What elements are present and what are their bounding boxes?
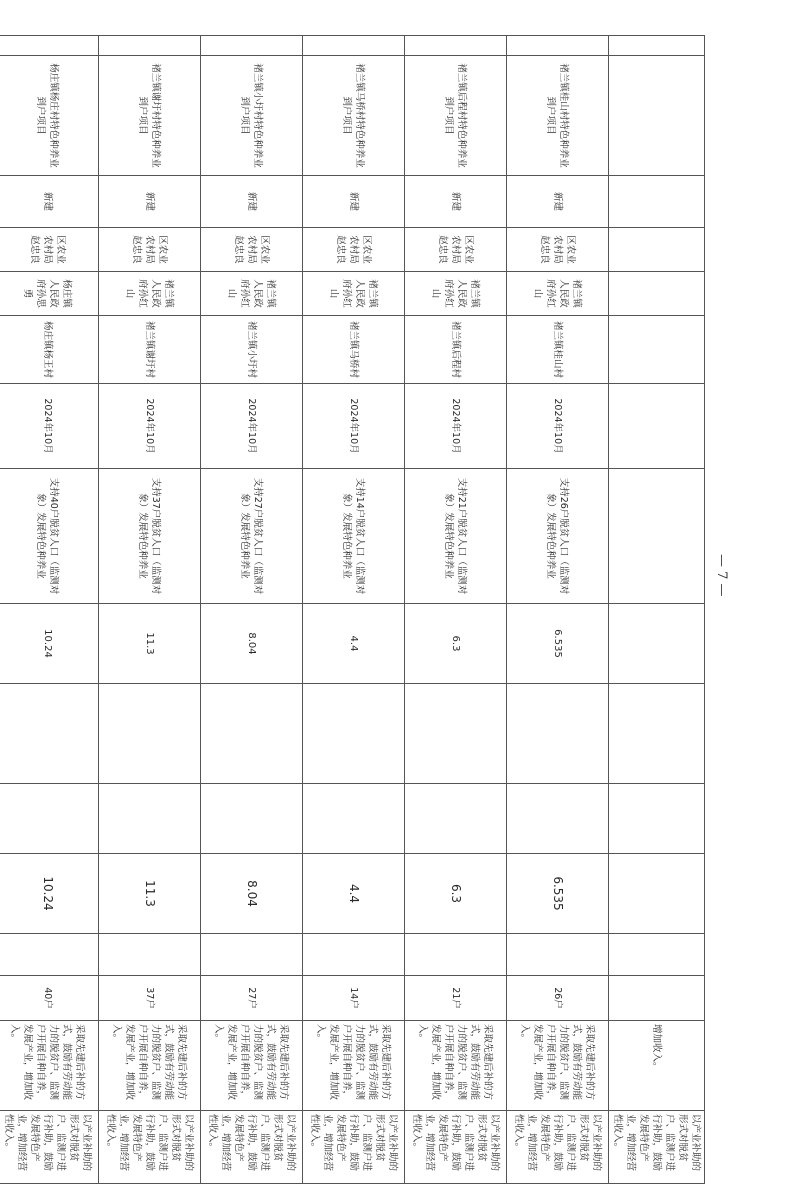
cell-households: 14户 (303, 976, 405, 1021)
cell-content: 支持14户脱贫人口（监测对象）发展特色种养业 (303, 469, 405, 604)
cell-supervisor: 区农业农村局赵忠良 (507, 228, 609, 272)
cell-households: 40户 (0, 976, 99, 1021)
cell-project-name: 褚兰镇马桥村特色种养业到户项目 (303, 56, 405, 176)
continuation-row (609, 36, 705, 1184)
cell-leader: 褚兰镇人民政府孙红山 (99, 272, 201, 316)
cell-project-name: 褚兰镇后程村特色种养业到户项目 (405, 56, 507, 176)
cell-supervisor: 区农业农村局赵忠良 (201, 228, 303, 272)
cell-supervisor (609, 228, 705, 272)
cell-leader: 褚兰镇人民政府孙红山 (405, 272, 507, 316)
cell-fund-total: 6.535 (507, 604, 609, 684)
cell-index (405, 36, 507, 56)
cell-implementation: 采取先建后补的方式，鼓励有劳动能力的脱贫户、监测户开展自种自养，发展产业，增加收入。 (507, 1021, 609, 1111)
cell-fund-b (303, 684, 405, 784)
cell-location (609, 316, 705, 384)
cell-fund-d: 10.24 (0, 854, 99, 934)
cell-fund-b (609, 684, 705, 784)
cell-fund-c (201, 784, 303, 854)
cell-project-type: 新建 (507, 176, 609, 228)
cell-fund-total: 10.24 (0, 604, 99, 684)
table-row (405, 36, 507, 1184)
cell-implementation: 增加收入。 (609, 1021, 705, 1111)
cell-supervisor: 区农业农村局赵忠良 (99, 228, 201, 272)
cell-fund-e (303, 934, 405, 976)
cell-implementation: 采取先建后补的方式，鼓励有劳动能力的脱贫户、监测户开展自种自养，发展产业，增加收入。 (201, 1021, 303, 1111)
cell-project-type (609, 176, 705, 228)
cell-leader: 杨庄镇人民政府孙思勇 (0, 272, 99, 316)
table-row (99, 36, 201, 1184)
cell-project-name: 褚兰镇谢圩村特色种养业到户项目 (99, 56, 201, 176)
cell-households: 37户 (99, 976, 201, 1021)
cell-households: 27户 (201, 976, 303, 1021)
table-row (0, 36, 99, 1184)
cell-time: 2024年10月 (201, 384, 303, 469)
cell-fund-b (0, 684, 99, 784)
cell-time: 2024年10月 (99, 384, 201, 469)
cell-location: 褚兰镇桂山村 (507, 316, 609, 384)
cell-project-name: 杨庄镇杨庄村特色种养业到户项目 (0, 56, 99, 176)
cell-supervisor: 区农业农村局赵忠良 (303, 228, 405, 272)
rotated-table-block (3, 35, 705, 1172)
cell-fund-c (507, 784, 609, 854)
cell-location: 褚兰镇小圩村 (201, 316, 303, 384)
cell-benefit: 以产业补助的形式对脱贫户、监测户进行补助，鼓励发展特色产业，增加经营性收入。 (99, 1111, 201, 1184)
cell-benefit: 以产业补助的形式对脱贫户、监测户进行补助，鼓励发展特色产业，增加经营性收入。 (405, 1111, 507, 1184)
cell-supervisor: 区农业农村局赵忠良 (0, 228, 99, 272)
cell-fund-e (201, 934, 303, 976)
cell-benefit: 以产业补助的形式对脱贫户、监测户进行补助，鼓励发展特色产业，增加经营性收入。 (303, 1111, 405, 1184)
cell-fund-d: 4.4 (303, 854, 405, 934)
cell-fund-a (609, 604, 705, 684)
cell-location: 杨庄镇杨王村 (0, 316, 99, 384)
cell-fund-total: 11.3 (99, 604, 201, 684)
cell-fund-total: 6.3 (405, 604, 507, 684)
cell-time: 2024年10月 (405, 384, 507, 469)
cell-project-type: 新建 (201, 176, 303, 228)
cell-project-name: 褚兰镇桂山村特色种养业到户项目 (507, 56, 609, 176)
cell-index (0, 36, 99, 56)
cell-content: 支持26户脱贫人口（监测对象）发展特色种养业 (507, 469, 609, 604)
cell-households: 21户 (405, 976, 507, 1021)
cell-project-type: 新建 (303, 176, 405, 228)
cell-project-name (609, 56, 705, 176)
cell-content: 支持37户脱贫人口（监测对象）发展特色种养业 (99, 469, 201, 604)
cell-index (507, 36, 609, 56)
cell-location: 褚兰镇马桥村 (303, 316, 405, 384)
table-row (201, 36, 303, 1184)
cell-fund-d: 11.3 (99, 854, 201, 934)
cell-index (99, 36, 201, 56)
cell-time: 2024年10月 (0, 384, 99, 469)
cell-fund-c (0, 784, 99, 854)
cell-content (609, 469, 705, 604)
cell-fund-e (99, 934, 201, 976)
table-row (507, 36, 609, 1184)
cell-fund-d: 6.3 (405, 854, 507, 934)
cell-households: 26户 (507, 976, 609, 1021)
cell-fund-c (609, 784, 705, 854)
cell-fund-e (609, 934, 705, 976)
cell-benefit: 以产业补助的形式对脱贫户、监测户进行补助，鼓励发展特色产业，增加经营性收入。 (201, 1111, 303, 1184)
cell-supervisor: 区农业农村局赵忠良 (405, 228, 507, 272)
cell-time (609, 384, 705, 469)
cell-project-name: 褚兰镇小圩村特色种养业到户项目 (201, 56, 303, 176)
cell-fund-e (507, 934, 609, 976)
cell-fund-b (507, 684, 609, 784)
project-table (0, 35, 705, 1184)
cell-index (201, 36, 303, 56)
cell-benefit: 以产业补助的形式对脱贫户、监测户进行补助，鼓励发展特色产业，增加经营性收入。 (609, 1111, 705, 1184)
cell-leader: 褚兰镇人民政府孙红山 (201, 272, 303, 316)
cell-project-type: 新建 (0, 176, 99, 228)
cell-leader: 褚兰镇人民政府孙红山 (303, 272, 405, 316)
cell-content: 支持21户脱贫人口（监测对象）发展特色种养业 (405, 469, 507, 604)
cell-implementation: 采取先建后补的方式，鼓励有劳动能力的脱贫户、监测户开展自种自养，发展产业，增加收入。 (303, 1021, 405, 1111)
cell-content: 支持40户脱贫人口（监测对象）发展特色种养业 (0, 469, 99, 604)
cell-households (609, 976, 705, 1021)
cell-project-type: 新建 (405, 176, 507, 228)
cell-benefit: 以产业补助的形式对脱贫户、监测户进行补助，鼓励发展特色产业，增加经营性收入。 (507, 1111, 609, 1184)
cell-time: 2024年10月 (507, 384, 609, 469)
cell-implementation: 采取先建后补的方式，鼓励有劳动能力的脱贫户、监测户开展自种自养，发展产业，增加收入。 (99, 1021, 201, 1111)
cell-fund-d (609, 854, 705, 934)
cell-location: 褚兰镇谢圩村 (99, 316, 201, 384)
cell-leader: 褚兰镇人民政府孙红山 (507, 272, 609, 316)
cell-fund-e (0, 934, 99, 976)
cell-implementation: 采取先建后补的方式，鼓励有劳动能力的脱贫户、监测户开展自种自养，发展产业，增加收入。 (0, 1021, 99, 1111)
cell-fund-c (99, 784, 201, 854)
cell-leader (609, 272, 705, 316)
cell-implementation: 采取先建后补的方式，鼓励有劳动能力的脱贫户、监测户开展自种自养，发展产业，增加收入。 (405, 1021, 507, 1111)
cell-fund-total: 4.4 (303, 604, 405, 684)
cell-content: 支持27户脱贫人口（监测对象）发展特色种养业 (201, 469, 303, 604)
table-row (303, 36, 405, 1184)
cell-fund-e (405, 934, 507, 976)
cell-fund-b (405, 684, 507, 784)
cell-fund-d: 8.04 (201, 854, 303, 934)
cell-index (609, 36, 705, 56)
cell-benefit: 以产业补助的形式对脱贫户、监测户进行补助，鼓励发展特色产业，增加经营性收入。 (0, 1111, 99, 1184)
cell-time: 2024年10月 (303, 384, 405, 469)
cell-fund-b (99, 684, 201, 784)
cell-fund-c (405, 784, 507, 854)
cell-location: 褚兰镇后程村 (405, 316, 507, 384)
cell-fund-d: 6.535 (507, 854, 609, 934)
cell-fund-c (303, 784, 405, 854)
cell-index (303, 36, 405, 56)
cell-fund-total: 8.04 (201, 604, 303, 684)
cell-project-type: 新建 (99, 176, 201, 228)
page-number: — 7 — (714, 553, 729, 597)
cell-fund-b (201, 684, 303, 784)
